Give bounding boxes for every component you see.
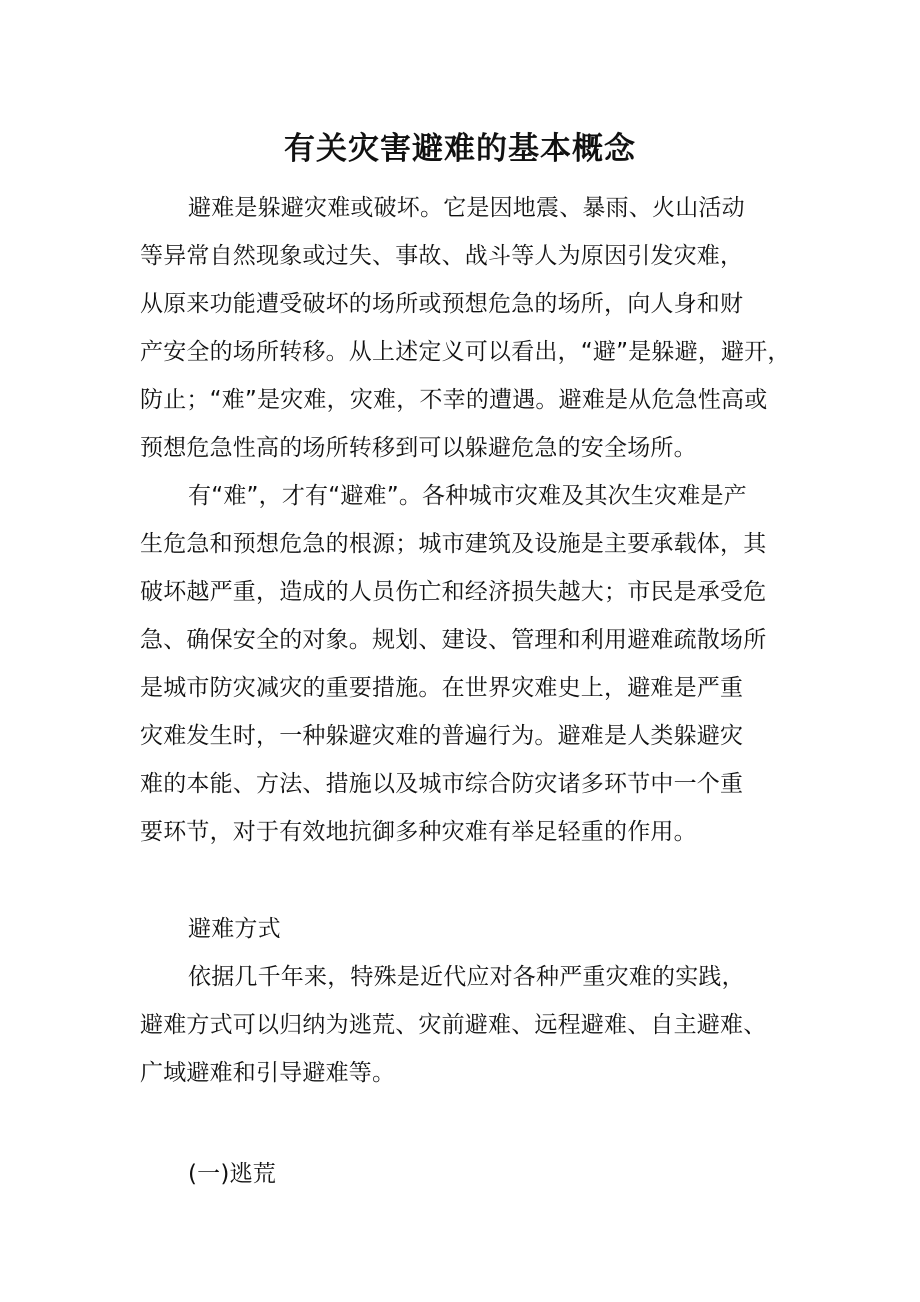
paragraph-line: 避难是躲避灾难或破坏。它是因地震、暴雨、火山活动 — [188, 195, 745, 221]
paragraph-line: 是城市防灾减灾的重要措施。在世界灾难史上，避难是严重 — [140, 675, 744, 701]
paragraph-line: 预想危急性高的场所转移到可以躲避危急的安全场所。 — [140, 435, 697, 461]
paragraph-line: 防止；“难”是灾难，灾难，不幸的遭遇。避难是从危急性高或 — [140, 387, 768, 413]
paragraph-methods — [140, 953, 790, 1097]
document-title: 有关灾害避难的基本概念 — [284, 131, 636, 167]
paragraph-line: 急、确保安全的对象。规划、建设、管理和利用避难疏散场所 — [140, 627, 767, 653]
paragraph-line: 难的本能、方法、措施以及城市综合防灾诸多环节中一个重 — [140, 771, 744, 797]
paragraph-line: 从原来功能遭受破坏的场所或预想危急的场所，向人身和财 — [140, 291, 744, 317]
paragraph-line: 破坏越严重，造成的人员伤亡和经济损失越大；市民是承受危 — [140, 579, 767, 605]
paragraph-line: 灾难发生时，一种躲避灾难的普遍行为。避难是人类躲避灾 — [140, 723, 744, 749]
paragraph-intro — [140, 184, 790, 472]
paragraph-importance — [140, 472, 790, 856]
section-heading-text: 避难方式 — [188, 916, 281, 942]
paragraph-line: 等异常自然现象或过失、事故、战斗等人为原因引发灾难， — [140, 243, 744, 269]
subsection-heading — [140, 1150, 790, 1198]
paragraph-line: 要环节，对于有效地抗御多种灾难有举足轻重的作用。 — [140, 819, 697, 845]
paragraph-line: 有“难”，才有“避难”。各种城市灾难及其次生灾难是产 — [188, 483, 747, 509]
section-heading — [140, 905, 790, 953]
paragraph-line: 生危急和预想危急的根源；城市建筑及设施是主要承载体，其 — [140, 531, 767, 557]
subsection-heading-text: (一)逃荒 — [188, 1161, 276, 1187]
paragraph-line: 避难方式可以归纳为逃荒、灾前避难、远程避难、自主避难、 — [140, 1012, 767, 1038]
paragraph-line: 产安全的场所转移。从上述定义可以看出，“避”是躲避，避开， — [140, 339, 791, 365]
paragraph-line: 广域避难和引导避难等。 — [140, 1060, 396, 1086]
paragraph-line: 依据几千年来，特殊是近代应对各种严重灾难的实践， — [188, 964, 745, 990]
